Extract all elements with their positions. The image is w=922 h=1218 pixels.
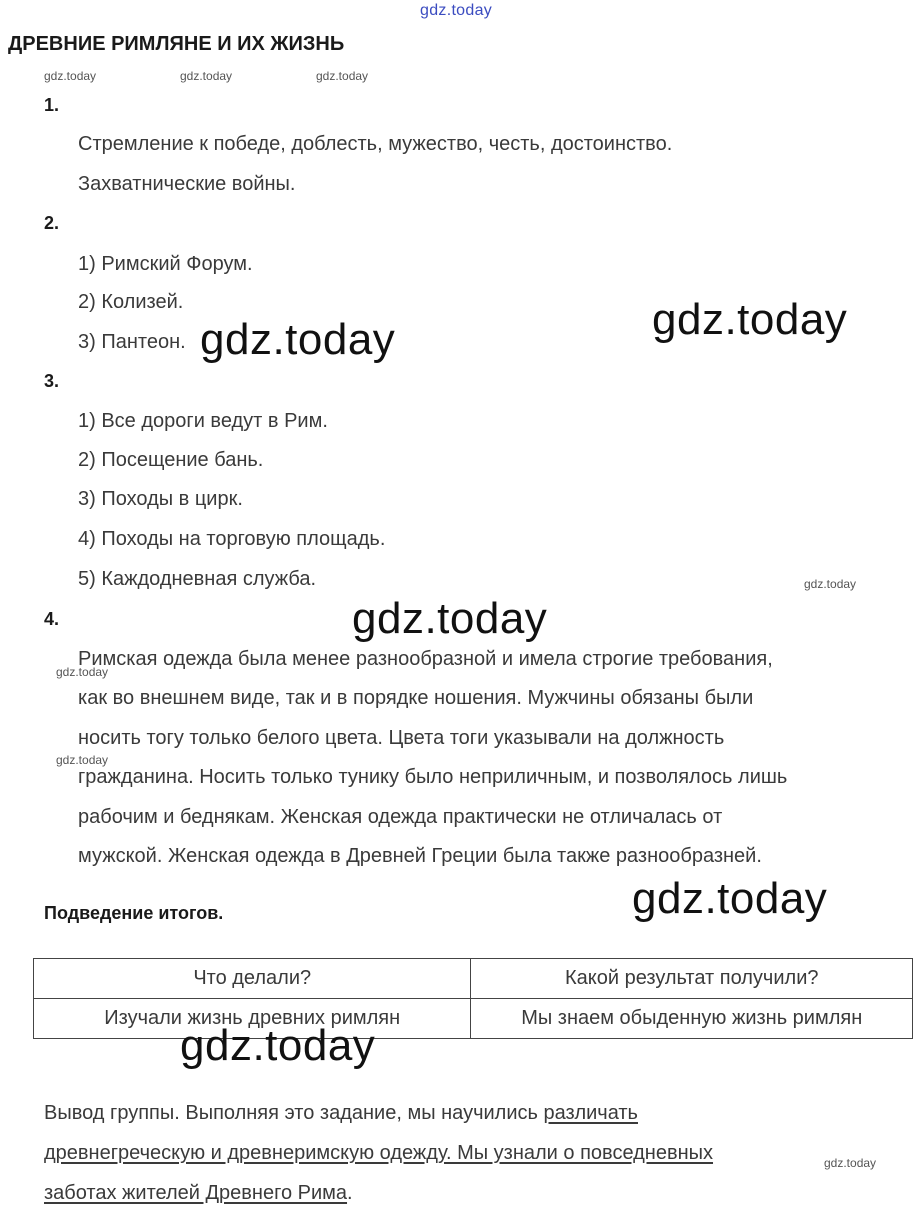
task-line: 2) Посещение бань. <box>78 449 264 471</box>
table-header-cell: Какой результат получили? <box>471 959 913 999</box>
watermark-big: gdz.today <box>632 874 828 923</box>
task-number: 4. <box>44 609 60 629</box>
task-line: рабочим и беднякам. Женская одежда практически не отличалась от <box>78 806 723 828</box>
table-header-cell: Что делали? <box>34 959 471 999</box>
watermark-big: gdz.today <box>180 1021 376 1070</box>
task-line: 4) Походы на торговую площадь. <box>78 528 386 550</box>
watermark-big: gdz.today <box>200 315 396 364</box>
task-number: 2. <box>44 213 60 233</box>
summary-table <box>33 958 913 1039</box>
table-header-row <box>34 959 913 999</box>
task-line: как во внешнем виде, так и в порядке ношения. Мужчины обязаны были <box>78 687 754 709</box>
task-line: 3) Пантеон. <box>78 331 186 353</box>
watermark-small: gdz.today <box>56 665 109 679</box>
task-line: гражданина. Носить только тунику было неприличным, и позволялось лишь <box>78 766 788 788</box>
task-number: 1. <box>44 95 60 115</box>
task-number: 3. <box>44 371 60 391</box>
watermark-small: gdz.today <box>180 69 233 83</box>
task-line: носить тогу только белого цвета. Цвета тоги указывали на должность <box>78 727 725 749</box>
summary-title: Подведение итогов. <box>44 903 224 923</box>
conclusion-suffix: . <box>347 1182 353 1204</box>
task-line: Стремление к победе, доблесть, мужество, честь, достоинство. <box>78 133 673 155</box>
conclusion-underlined: древнегреческую и древнеримскую одежду. Мы узнали о повседневных <box>44 1142 714 1164</box>
watermark-big: gdz.today <box>652 295 848 344</box>
watermark-small: gdz.today <box>44 69 97 83</box>
task-line: 3) Походы в цирк. <box>78 488 243 510</box>
table-cell: Изучали жизнь древних римлян <box>34 999 471 1039</box>
task-line: 2) Колизей. <box>78 291 184 313</box>
watermark-small: gdz.today <box>824 1156 877 1170</box>
watermark-big: gdz.today <box>352 594 548 643</box>
conclusion-line <box>44 1182 353 1205</box>
watermark-small: gdz.today <box>316 69 369 83</box>
table-cell: Мы знаем обыденную жизнь римлян <box>471 999 913 1039</box>
task-line: Римская одежда была менее разнообразной и имела строгие требования, <box>78 648 773 670</box>
task-line: мужской. Женская одежда в Древней Греции была также разнообразней. <box>78 845 762 867</box>
conclusion-line <box>44 1142 713 1165</box>
task-line: 5) Каждодневная служба. <box>78 568 317 590</box>
conclusion-underlined: заботах жителей Древнего Рима <box>44 1182 348 1204</box>
task-line: Захватнические войны. <box>78 173 296 195</box>
conclusion-prefix: Вывод группы. Выполняя это задание, мы научились <box>44 1102 544 1124</box>
task-line: 1) Все дороги ведут в Рим. <box>78 410 328 432</box>
conclusion-line <box>44 1102 638 1125</box>
watermark-small: gdz.today <box>804 577 857 591</box>
page-title: ДРЕВНИЕ РИМЛЯНЕ И ИХ ЖИЗНЬ <box>8 33 345 55</box>
watermark-top: gdz.today <box>420 2 493 19</box>
table-row <box>34 999 913 1039</box>
task-line: 1) Римский Форум. <box>78 253 253 275</box>
conclusion-underlined: различать <box>543 1102 638 1124</box>
watermark-small: gdz.today <box>56 753 109 767</box>
